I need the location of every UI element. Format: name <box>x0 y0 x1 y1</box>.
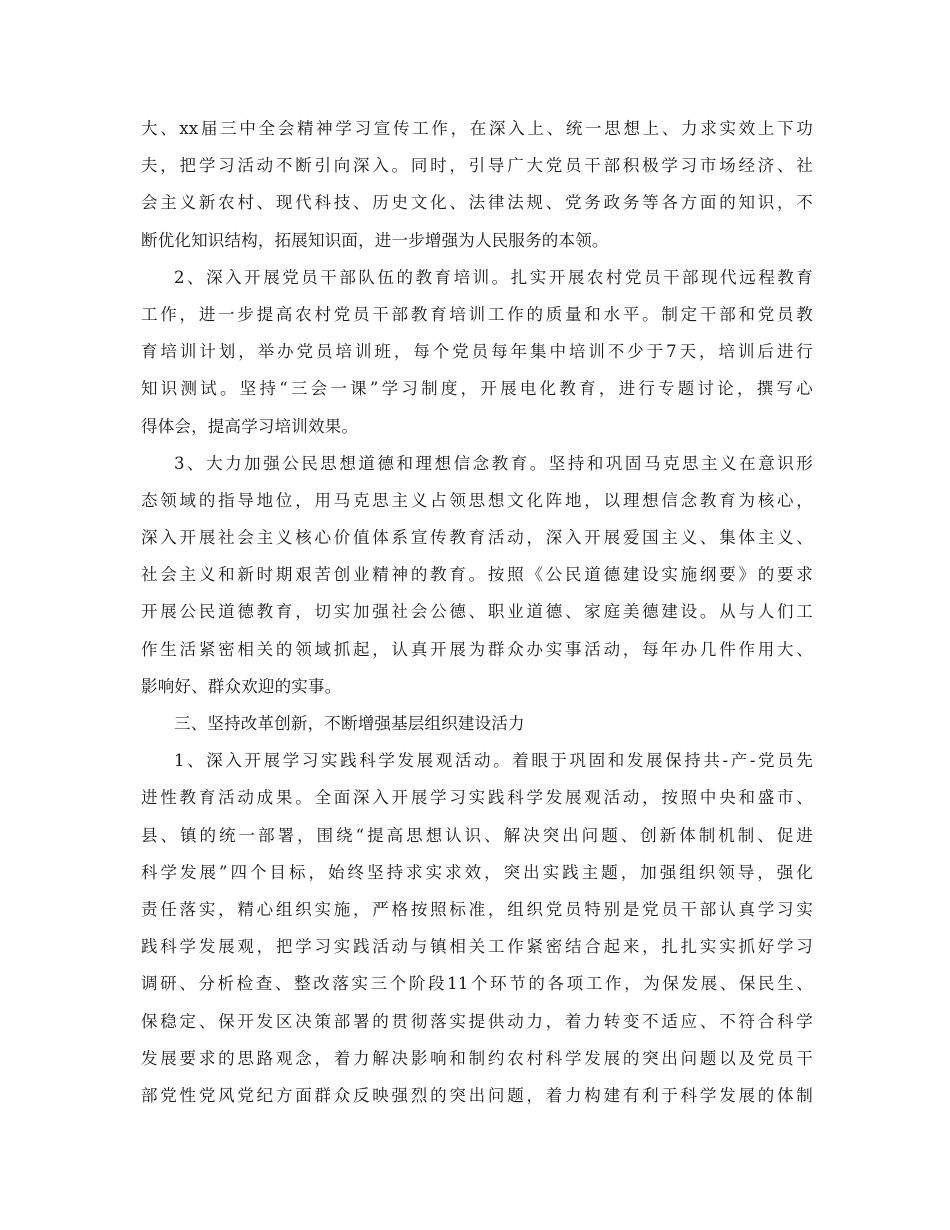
text-line: 深入开展社会主义核心价值体系宣传教育活动，深入开展爱国主义、集体主义、 <box>141 528 813 548</box>
text-line: 知识测试。坚持“三会一课”学习制度，开展电化教育，进行专题讨论，撰写心 <box>141 379 813 399</box>
text-line: 保稳定、保开发区决策部署的贯彻落实提供动力，着力转变不适应、不符合科学 <box>141 1011 813 1031</box>
text-line: 作生活紧密相关的领域抓起，认真开展为群众办实事活动，每年办几件作用大、 <box>141 639 813 659</box>
text-line: 工作，进一步提高农村党员干部教育培训工作的质量和水平。制定干部和党员教 <box>141 304 813 324</box>
text-line: 育培训计划，举办党员培训班，每个党员每年集中培训不少于7天，培训后进行 <box>141 342 813 362</box>
text-line: 得体会，提高学习培训效果。 <box>141 416 359 436</box>
text-line: 部党性党风党纪方面群众反映强烈的突出问题，着力构建有利于科学发展的体制 <box>141 1085 813 1105</box>
text-line: 发展要求的思路观念，着力解决影响和制约农村科学发展的突出问题以及党员干 <box>141 1048 813 1068</box>
text-line: 科学发展”四个目标，始终坚持求实求效，突出实践主题，加强组织领导，强化 <box>141 862 813 882</box>
text-line: 开展公民道德教育，切实加强社会公德、职业道德、家庭美德建设。从与人们工 <box>141 602 813 622</box>
text-line: 进性教育活动成果。全面深入开展学习实践科学发展观活动，按照中央和盛市、 <box>141 788 813 808</box>
paragraph <box>141 110 813 259</box>
document-body <box>141 110 813 1114</box>
text-line: 会主义新农村、现代科技、历史文化、法律法规、党务政务等各方面的知识，不 <box>141 193 813 213</box>
text-line: 2、深入开展党员干部队伍的教育培训。扎实开展农村党员干部现代远程教育 <box>174 267 813 287</box>
text-line: 3、大力加强公民思想道德和理想信念教育。坚持和巩固马克思主义在意识形 <box>174 453 813 473</box>
text-line: 夫，把学习活动不断引向深入。同时，引导广大党员干部积极学习市场经济、社 <box>141 156 813 176</box>
text-line: 1、深入开展学习实践科学发展观活动。着眼于巩固和发展保持共-产-党员先 <box>174 751 813 771</box>
text-line: 县、镇的统一部署，围绕“提高思想认识、解决突出问题、创新体制机制、促进 <box>141 825 813 845</box>
paragraph <box>141 259 813 445</box>
text-line: 三、坚持改革创新，不断增强基层组织建设活力 <box>174 714 525 733</box>
text-line: 践科学发展观，把学习实践活动与镇相关工作紧密结合起来，扎扎实实抓好学习 <box>141 937 813 957</box>
text-line: 大、xx届三中全会精神学习宣传工作，在深入上、统一思想上、力求实效上下功 <box>141 119 813 138</box>
paragraph <box>141 742 813 1114</box>
text-line: 责任落实，精心组织实施，严格按照标准，组织党员特别是党员干部认真学习实 <box>141 899 813 919</box>
section-heading <box>141 705 813 742</box>
text-line: 社会主义和新时期艰苦创业精神的教育。按照《公民道德建设实施纲要》的要求 <box>141 565 813 585</box>
text-line: 断优化知识结构，拓展知识面，进一步增强为人民服务的本领。 <box>141 230 609 250</box>
text-line: 影响好、群众欢迎的实事。 <box>141 676 342 696</box>
paragraph <box>141 445 813 705</box>
text-line: 调研、分析检查、整改落实三个阶段11个环节的各项工作，为保发展、保民生、 <box>141 974 813 994</box>
text-line: 态领域的指导地位，用马克思主义占领思想文化阵地，以理想信念教育为核心， <box>141 490 813 510</box>
